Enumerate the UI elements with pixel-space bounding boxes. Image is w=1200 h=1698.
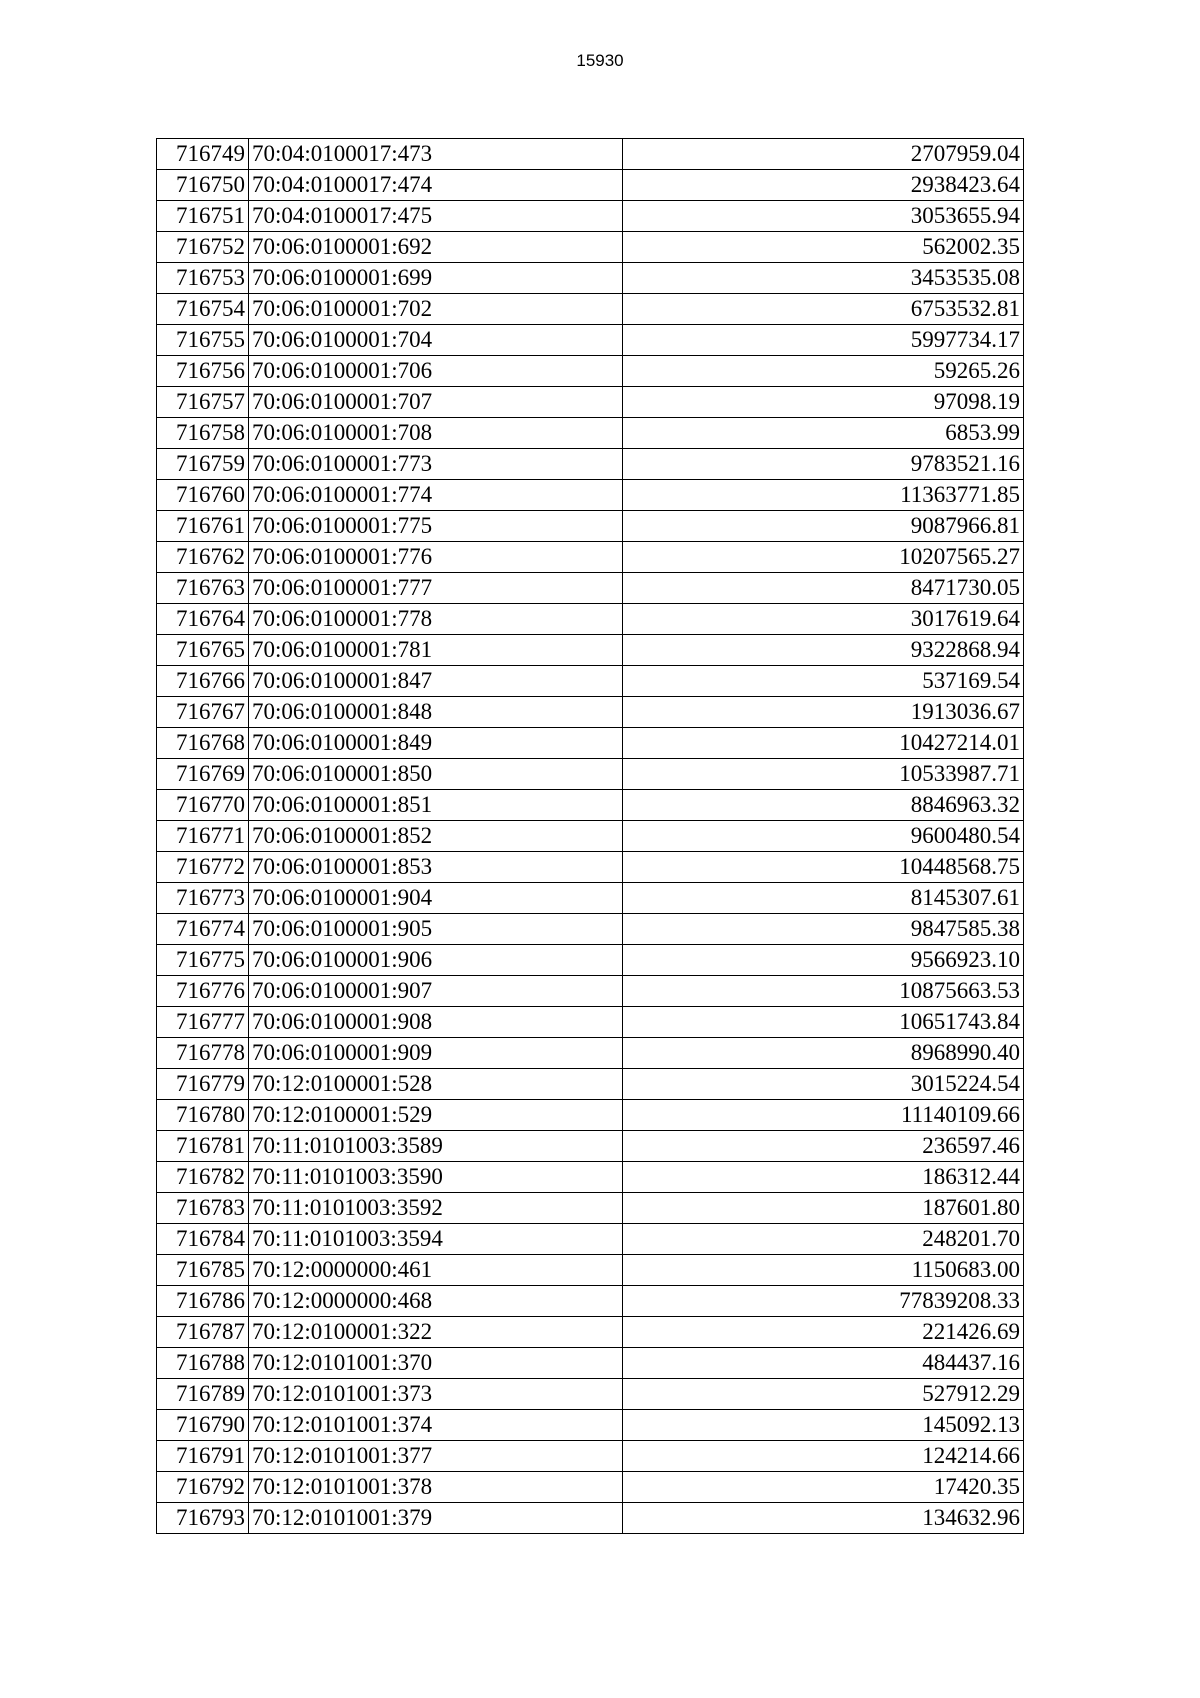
value-cell: 236597.46	[623, 1131, 1024, 1162]
value-cell: 3053655.94	[623, 201, 1024, 232]
row-number-cell: 716751	[157, 201, 249, 232]
value-cell: 8145307.61	[623, 883, 1024, 914]
value-cell: 484437.16	[623, 1348, 1024, 1379]
value-cell: 562002.35	[623, 232, 1024, 263]
table-row	[157, 1007, 1024, 1038]
table-row	[157, 604, 1024, 635]
value-cell: 248201.70	[623, 1224, 1024, 1255]
row-number-cell: 716777	[157, 1007, 249, 1038]
table-row	[157, 511, 1024, 542]
cadastral-number-cell: 70:06:0100001:908	[249, 1007, 623, 1038]
row-number-cell: 716765	[157, 635, 249, 666]
table-row	[157, 945, 1024, 976]
cadastral-number-cell: 70:12:0100001:322	[249, 1317, 623, 1348]
row-number-cell: 716773	[157, 883, 249, 914]
row-number-cell: 716783	[157, 1193, 249, 1224]
table-row	[157, 480, 1024, 511]
table-row	[157, 1503, 1024, 1534]
value-cell: 11363771.85	[623, 480, 1024, 511]
value-cell: 9566923.10	[623, 945, 1024, 976]
value-cell: 1150683.00	[623, 1255, 1024, 1286]
row-number-cell: 716763	[157, 573, 249, 604]
row-number-cell: 716764	[157, 604, 249, 635]
table-row	[157, 759, 1024, 790]
row-number-cell: 716767	[157, 697, 249, 728]
row-number-cell: 716760	[157, 480, 249, 511]
cadastral-number-cell: 70:11:0101003:3592	[249, 1193, 623, 1224]
value-cell: 537169.54	[623, 666, 1024, 697]
table-row	[157, 1038, 1024, 1069]
value-cell: 2707959.04	[623, 139, 1024, 170]
cadastral-number-cell: 70:06:0100001:905	[249, 914, 623, 945]
cadastral-number-cell: 70:12:0101001:373	[249, 1379, 623, 1410]
cadastral-value-table	[156, 138, 1024, 1534]
table-row	[157, 1286, 1024, 1317]
table-row	[157, 573, 1024, 604]
cadastral-number-cell: 70:06:0100001:775	[249, 511, 623, 542]
table-row	[157, 139, 1024, 170]
row-number-cell: 716753	[157, 263, 249, 294]
value-cell: 9600480.54	[623, 821, 1024, 852]
value-cell: 77839208.33	[623, 1286, 1024, 1317]
value-cell: 124214.66	[623, 1441, 1024, 1472]
row-number-cell: 716750	[157, 170, 249, 201]
value-cell: 221426.69	[623, 1317, 1024, 1348]
cadastral-number-cell: 70:12:0101001:374	[249, 1410, 623, 1441]
table-row	[157, 1379, 1024, 1410]
row-number-cell: 716789	[157, 1379, 249, 1410]
row-number-cell: 716766	[157, 666, 249, 697]
cadastral-number-cell: 70:04:0100017:473	[249, 139, 623, 170]
row-number-cell: 716793	[157, 1503, 249, 1534]
value-cell: 134632.96	[623, 1503, 1024, 1534]
row-number-cell: 716771	[157, 821, 249, 852]
cadastral-number-cell: 70:06:0100001:909	[249, 1038, 623, 1069]
cadastral-number-cell: 70:06:0100001:776	[249, 542, 623, 573]
cadastral-number-cell: 70:04:0100017:475	[249, 201, 623, 232]
value-cell: 17420.35	[623, 1472, 1024, 1503]
row-number-cell: 716752	[157, 232, 249, 263]
row-number-cell: 716779	[157, 1069, 249, 1100]
value-cell: 3015224.54	[623, 1069, 1024, 1100]
cadastral-number-cell: 70:06:0100001:706	[249, 356, 623, 387]
value-cell: 3017619.64	[623, 604, 1024, 635]
cadastral-number-cell: 70:06:0100001:774	[249, 480, 623, 511]
row-number-cell: 716781	[157, 1131, 249, 1162]
row-number-cell: 716770	[157, 790, 249, 821]
cadastral-number-cell: 70:06:0100001:848	[249, 697, 623, 728]
cadastral-number-cell: 70:06:0100001:778	[249, 604, 623, 635]
table-row	[157, 1441, 1024, 1472]
row-number-cell: 716775	[157, 945, 249, 976]
table-row	[157, 232, 1024, 263]
cadastral-number-cell: 70:12:0101001:370	[249, 1348, 623, 1379]
cadastral-number-cell: 70:06:0100001:852	[249, 821, 623, 852]
cadastral-number-cell: 70:06:0100001:853	[249, 852, 623, 883]
cadastral-number-cell: 70:06:0100001:907	[249, 976, 623, 1007]
table-row	[157, 1100, 1024, 1131]
cadastral-number-cell: 70:06:0100001:702	[249, 294, 623, 325]
cadastral-number-cell: 70:06:0100001:704	[249, 325, 623, 356]
row-number-cell: 716792	[157, 1472, 249, 1503]
table-row	[157, 914, 1024, 945]
value-cell: 145092.13	[623, 1410, 1024, 1441]
value-cell: 8968990.40	[623, 1038, 1024, 1069]
row-number-cell: 716782	[157, 1162, 249, 1193]
value-cell: 6753532.81	[623, 294, 1024, 325]
cadastral-number-cell: 70:12:0101001:378	[249, 1472, 623, 1503]
table-row	[157, 1410, 1024, 1441]
table-row	[157, 449, 1024, 480]
table-row	[157, 325, 1024, 356]
table-row	[157, 1255, 1024, 1286]
row-number-cell: 716774	[157, 914, 249, 945]
cadastral-number-cell: 70:06:0100001:904	[249, 883, 623, 914]
value-cell: 10875663.53	[623, 976, 1024, 1007]
cadastral-number-cell: 70:12:0101001:377	[249, 1441, 623, 1472]
row-number-cell: 716788	[157, 1348, 249, 1379]
value-cell: 8846963.32	[623, 790, 1024, 821]
table-row	[157, 1472, 1024, 1503]
row-number-cell: 716786	[157, 1286, 249, 1317]
value-cell: 2938423.64	[623, 170, 1024, 201]
table-row	[157, 635, 1024, 666]
value-cell: 3453535.08	[623, 263, 1024, 294]
cadastral-number-cell: 70:06:0100001:851	[249, 790, 623, 821]
table-row	[157, 790, 1024, 821]
table-row	[157, 1348, 1024, 1379]
row-number-cell: 716776	[157, 976, 249, 1007]
table-body	[157, 139, 1024, 1534]
table-row	[157, 666, 1024, 697]
value-cell: 10651743.84	[623, 1007, 1024, 1038]
cadastral-number-cell: 70:12:0100001:529	[249, 1100, 623, 1131]
value-cell: 8471730.05	[623, 573, 1024, 604]
cadastral-number-cell: 70:06:0100001:707	[249, 387, 623, 418]
table-row	[157, 883, 1024, 914]
table-row	[157, 387, 1024, 418]
value-cell: 11140109.66	[623, 1100, 1024, 1131]
table-row	[157, 1162, 1024, 1193]
value-cell: 10427214.01	[623, 728, 1024, 759]
table-row	[157, 1131, 1024, 1162]
table-row	[157, 1224, 1024, 1255]
value-cell: 10207565.27	[623, 542, 1024, 573]
cadastral-number-cell: 70:06:0100001:699	[249, 263, 623, 294]
table-row	[157, 201, 1024, 232]
cadastral-number-cell: 70:06:0100001:777	[249, 573, 623, 604]
cadastral-number-cell: 70:12:0000000:468	[249, 1286, 623, 1317]
cadastral-number-cell: 70:06:0100001:847	[249, 666, 623, 697]
table-row	[157, 356, 1024, 387]
value-cell: 9322868.94	[623, 635, 1024, 666]
cadastral-number-cell: 70:06:0100001:906	[249, 945, 623, 976]
row-number-cell: 716749	[157, 139, 249, 170]
row-number-cell: 716754	[157, 294, 249, 325]
table-row	[157, 852, 1024, 883]
row-number-cell: 716791	[157, 1441, 249, 1472]
cadastral-number-cell: 70:06:0100001:849	[249, 728, 623, 759]
table-row	[157, 697, 1024, 728]
row-number-cell: 716769	[157, 759, 249, 790]
row-number-cell: 716785	[157, 1255, 249, 1286]
value-cell: 186312.44	[623, 1162, 1024, 1193]
table-row	[157, 170, 1024, 201]
row-number-cell: 716772	[157, 852, 249, 883]
table-row	[157, 542, 1024, 573]
row-number-cell: 716790	[157, 1410, 249, 1441]
cadastral-number-cell: 70:12:0101001:379	[249, 1503, 623, 1534]
row-number-cell: 716759	[157, 449, 249, 480]
row-number-cell: 716758	[157, 418, 249, 449]
cadastral-number-cell: 70:06:0100001:692	[249, 232, 623, 263]
table-row	[157, 1069, 1024, 1100]
value-cell: 6853.99	[623, 418, 1024, 449]
cadastral-number-cell: 70:12:0000000:461	[249, 1255, 623, 1286]
row-number-cell: 716768	[157, 728, 249, 759]
value-cell: 1913036.67	[623, 697, 1024, 728]
cadastral-number-cell: 70:06:0100001:773	[249, 449, 623, 480]
value-cell: 10533987.71	[623, 759, 1024, 790]
value-cell: 9847585.38	[623, 914, 1024, 945]
value-cell: 97098.19	[623, 387, 1024, 418]
value-cell: 10448568.75	[623, 852, 1024, 883]
row-number-cell: 716757	[157, 387, 249, 418]
value-cell: 59265.26	[623, 356, 1024, 387]
cadastral-number-cell: 70:06:0100001:781	[249, 635, 623, 666]
row-number-cell: 716756	[157, 356, 249, 387]
table-row	[157, 294, 1024, 325]
cadastral-number-cell: 70:06:0100001:850	[249, 759, 623, 790]
table-row	[157, 728, 1024, 759]
page-number: 15930	[576, 51, 624, 70]
cadastral-number-cell: 70:11:0101003:3590	[249, 1162, 623, 1193]
cadastral-number-cell: 70:06:0100001:708	[249, 418, 623, 449]
cadastral-number-cell: 70:12:0100001:528	[249, 1069, 623, 1100]
table-row	[157, 1317, 1024, 1348]
table-row	[157, 418, 1024, 449]
row-number-cell: 716761	[157, 511, 249, 542]
table-row	[157, 263, 1024, 294]
cadastral-number-cell: 70:11:0101003:3589	[249, 1131, 623, 1162]
table-row	[157, 1193, 1024, 1224]
cadastral-number-cell: 70:04:0100017:474	[249, 170, 623, 201]
cadastral-number-cell: 70:11:0101003:3594	[249, 1224, 623, 1255]
value-cell: 5997734.17	[623, 325, 1024, 356]
value-cell: 9783521.16	[623, 449, 1024, 480]
value-cell: 187601.80	[623, 1193, 1024, 1224]
row-number-cell: 716780	[157, 1100, 249, 1131]
table-row	[157, 821, 1024, 852]
value-cell: 9087966.81	[623, 511, 1024, 542]
row-number-cell: 716778	[157, 1038, 249, 1069]
row-number-cell: 716787	[157, 1317, 249, 1348]
row-number-cell: 716755	[157, 325, 249, 356]
row-number-cell: 716762	[157, 542, 249, 573]
table-row	[157, 976, 1024, 1007]
row-number-cell: 716784	[157, 1224, 249, 1255]
value-cell: 527912.29	[623, 1379, 1024, 1410]
